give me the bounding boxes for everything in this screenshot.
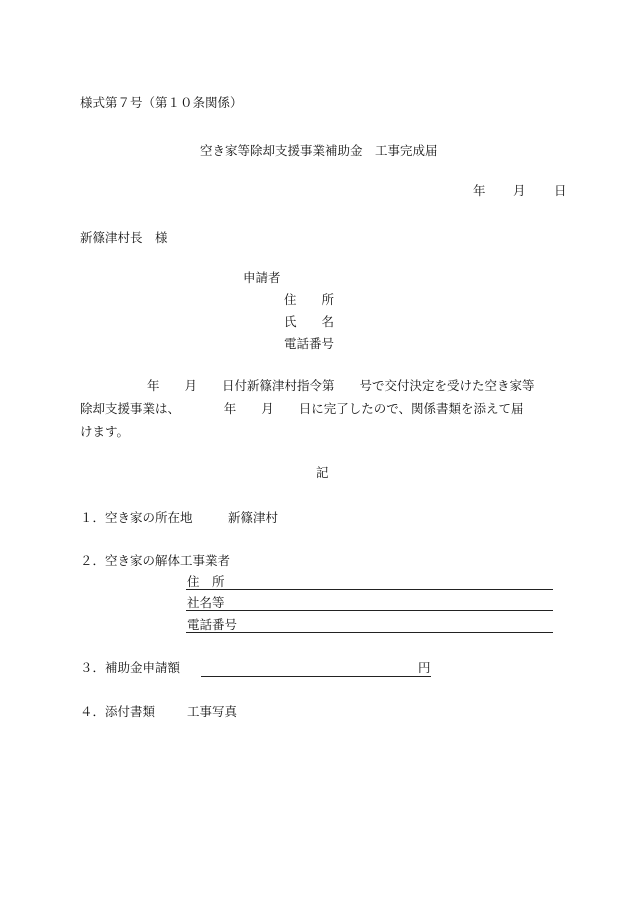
addressee: 新篠津村長 様 xyxy=(80,230,168,245)
body-line-1: 年 月 日付新篠津村指令第 号で交付決定を受けた空き家等 xyxy=(147,378,535,393)
item-2-label: ２．空き家の解体工事業者 xyxy=(80,553,231,568)
contractor-address-label: 住 所 xyxy=(187,574,225,589)
applicant-name-label: 氏 名 xyxy=(284,314,335,329)
date-day: 日 xyxy=(554,183,567,198)
document-title: 空き家等除却支援事業補助金 工事完成届 xyxy=(200,143,438,158)
form-number: 様式第７号（第１０条関係） xyxy=(80,95,243,110)
contractor-phone-label: 電話番号 xyxy=(187,617,238,632)
body-line-3: けます。 xyxy=(80,424,130,439)
item-4-label: ４．添付書類 xyxy=(80,704,156,719)
contractor-company-label: 社名等 xyxy=(187,595,225,610)
date-year: 年 xyxy=(473,183,486,198)
applicant-heading: 申請者 xyxy=(243,270,281,285)
item-3-label: ３．補助金申請額 xyxy=(80,660,181,675)
amount-unit: 円 xyxy=(418,660,431,675)
amount-line xyxy=(201,676,431,677)
applicant-address-label: 住 所 xyxy=(284,292,335,307)
ki-heading: 記 xyxy=(316,465,329,480)
contractor-phone-line xyxy=(186,632,553,633)
contractor-company-line xyxy=(186,610,553,611)
date-month: 月 xyxy=(513,183,526,198)
item-1-value: 新篠津村 xyxy=(228,510,279,525)
item-1-label: １．空き家の所在地 xyxy=(80,510,193,525)
applicant-phone-label: 電話番号 xyxy=(284,336,335,351)
item-4-value: 工事写真 xyxy=(187,704,238,719)
contractor-address-line xyxy=(186,589,553,590)
body-line-2: 除却支援事業は、 年 月 日に完了したので、関係書類を添えて届 xyxy=(80,401,524,416)
